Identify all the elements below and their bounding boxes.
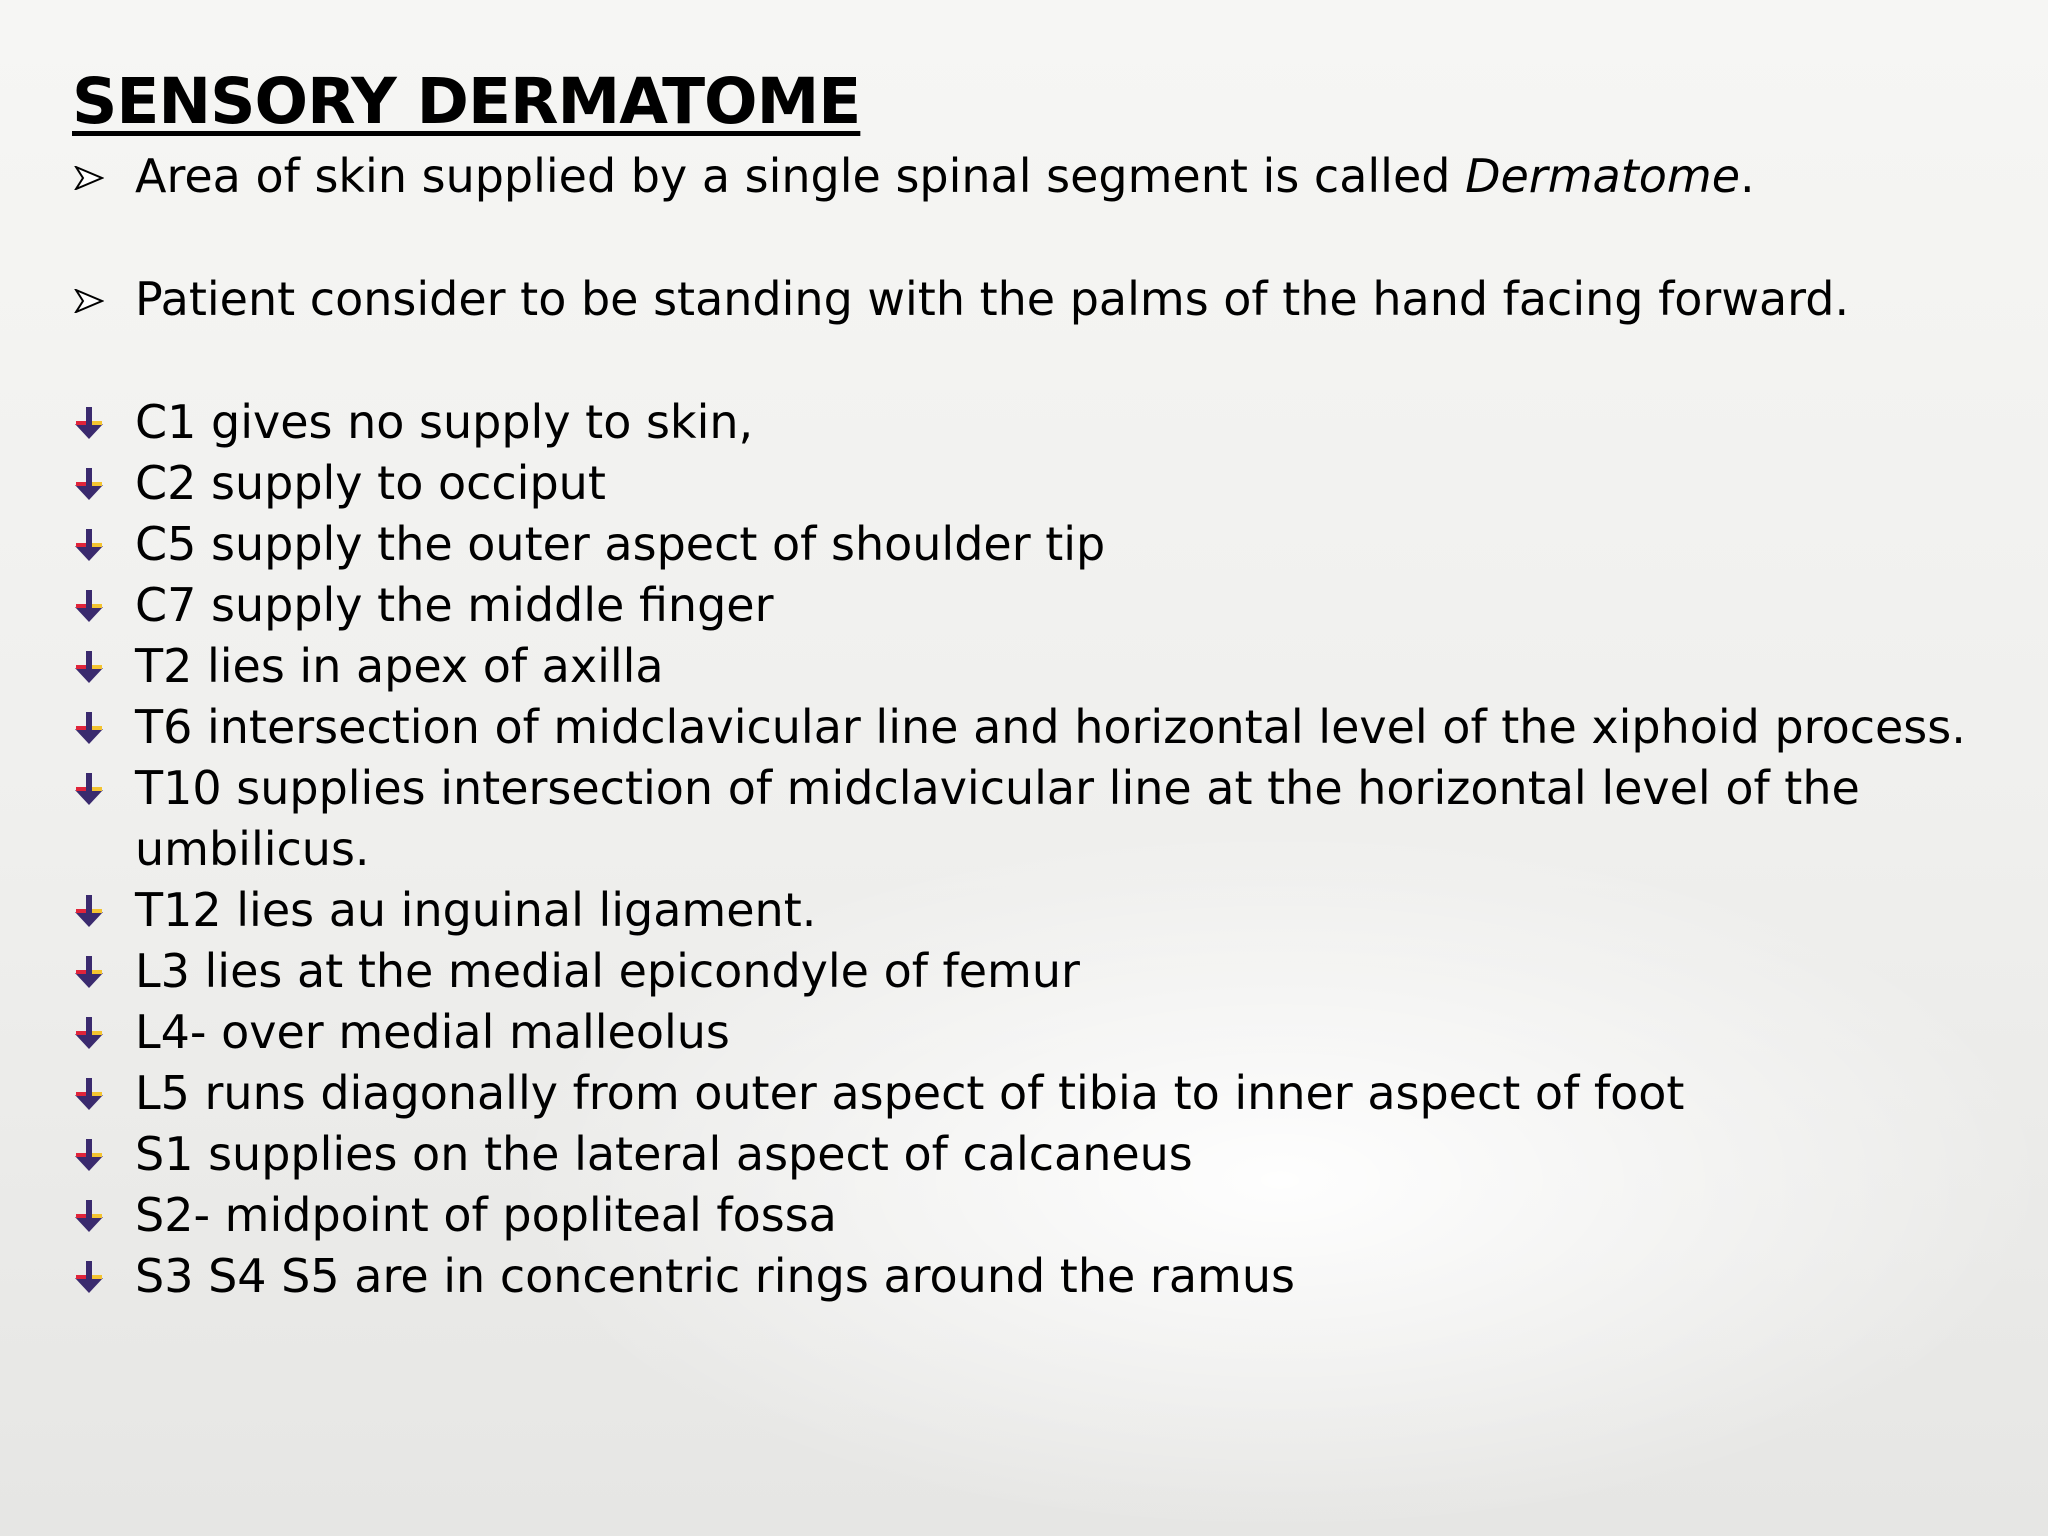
down-arrow-bullet-icon <box>72 465 106 503</box>
down-arrow-bullet-icon <box>72 892 106 930</box>
list-item-text: T12 lies au inguinal ligament. <box>135 883 817 937</box>
intro-text-before: Area of skin supplied by a single spinal segment is called <box>135 149 1466 203</box>
down-arrow-bullet-icon <box>72 526 106 564</box>
list-item-text: L3 lies at the medial epicondyle of femur <box>135 944 1080 998</box>
down-arrow-bullet-icon <box>72 648 106 686</box>
list-item-text: T2 lies in apex of axilla <box>135 639 664 693</box>
down-arrow-bullet-icon <box>72 404 106 442</box>
arrow-bullet-icon <box>74 166 104 190</box>
slide-title: SENSORY DERMATOME <box>72 65 861 138</box>
down-arrow-bullet-icon <box>72 709 106 747</box>
down-arrow-bullet-icon <box>72 770 106 808</box>
down-arrow-bullet-icon <box>72 587 106 625</box>
intro-bullet-text <box>135 146 1755 207</box>
down-arrow-bullet-icon <box>72 953 106 991</box>
list-item-text: S3 S4 S5 are in concentric rings around the ramus <box>135 1249 1295 1303</box>
list-item-continuation-text: umbilicus. <box>135 822 370 876</box>
list-item-text: C1 gives no supply to skin, <box>135 395 754 449</box>
list-item-text: S2- midpoint of popliteal fossa <box>135 1188 837 1242</box>
list-item-text: C7 supply the middle finger <box>135 578 774 632</box>
down-arrow-bullet-icon <box>72 1258 106 1296</box>
down-arrow-bullet-icon <box>72 1075 106 1113</box>
down-arrow-bullet-icon <box>72 1197 106 1235</box>
list-item-text: L5 runs diagonally from outer aspect of tibia to inner aspect of foot <box>135 1066 1685 1120</box>
list-item-text: T6 intersection of midclavicular line and horizontal level of the xiphoid process. <box>135 700 1966 754</box>
arrow-bullet-icon <box>74 289 104 313</box>
intro-text-after: . <box>1740 149 1755 203</box>
list-item-text: C5 supply the outer aspect of shoulder tip <box>135 517 1106 571</box>
list-item-text: S1 supplies on the lateral aspect of calcaneus <box>135 1127 1193 1181</box>
list-item-text: T10 supplies intersection of midclavicular line at the horizontal level of the <box>135 761 1860 815</box>
intro-bullet-text: Patient consider to be standing with the palms of the hand facing forward. <box>135 272 1850 326</box>
down-arrow-bullet-icon <box>72 1136 106 1174</box>
list-item-text: C2 supply to occiput <box>135 456 606 510</box>
intro-text-italic: Dermatome <box>1465 149 1740 203</box>
down-arrow-bullet-icon <box>72 1014 106 1052</box>
list-item-text: L4- over medial malleolus <box>135 1005 730 1059</box>
